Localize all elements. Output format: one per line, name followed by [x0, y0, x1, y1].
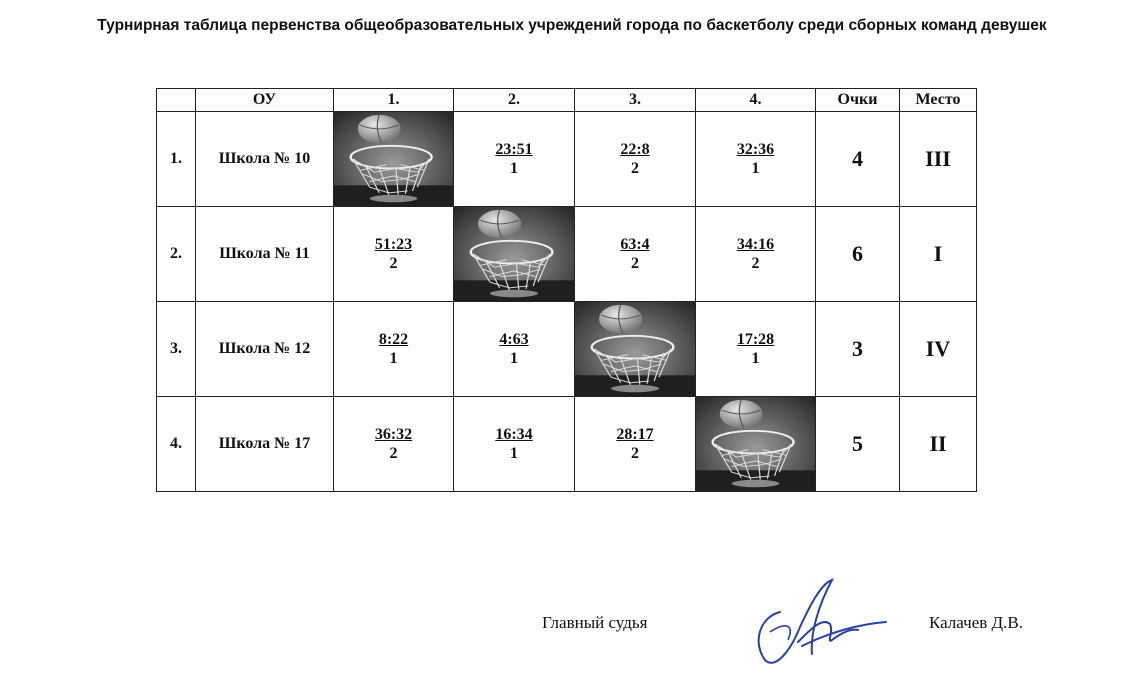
result-cell — [575, 397, 696, 492]
header-row — [157, 89, 977, 112]
total-points: 6 — [816, 207, 900, 302]
header-cell-place: Место — [900, 89, 977, 112]
signature-icon — [740, 572, 890, 672]
match-points: 2 — [631, 160, 639, 177]
header-cell-team-3: 3. — [575, 89, 696, 112]
result-cell — [575, 207, 696, 302]
basketball-hoop-photo-icon — [575, 302, 696, 397]
match-points: 2 — [631, 445, 639, 462]
header-cell-points: Очки — [816, 89, 900, 112]
school-name: Школа № 10 — [196, 112, 334, 207]
basketball-hoop-photo-icon — [334, 112, 454, 207]
school-name: Школа № 11 — [196, 207, 334, 302]
document-title: Турнирная таблица первенства общеобразовательных учреждений города по баскетболу среди сборных команд девушек — [97, 17, 1047, 34]
judge-label: Главный судья — [542, 613, 648, 632]
place: I — [900, 207, 977, 302]
match-score: 4:63 — [499, 331, 529, 348]
result-cell — [334, 397, 454, 492]
row-number: 2. — [157, 207, 196, 302]
total-points: 3 — [816, 302, 900, 397]
match-score: 63:4 — [620, 236, 650, 253]
total-points: 5 — [816, 397, 900, 492]
result-cell — [454, 112, 575, 207]
basketball-hoop-photo-icon — [454, 207, 575, 302]
match-points: 2 — [631, 255, 639, 272]
match-points: 2 — [751, 255, 760, 272]
match-score: 22:8 — [620, 141, 650, 158]
place: IV — [900, 302, 977, 397]
table-row — [157, 302, 977, 397]
total-points: 4 — [816, 112, 900, 207]
match-score: 34:16 — [736, 236, 775, 253]
result-cell — [454, 397, 575, 492]
match-score: 23:51 — [495, 141, 533, 158]
match-score: 17:28 — [736, 331, 775, 348]
header-cell-team-4: 4. — [696, 89, 816, 112]
match-points: 2 — [389, 445, 398, 462]
header-cell-team-1: 1. — [334, 89, 454, 112]
result-cell — [575, 112, 696, 207]
match-points: 1 — [510, 160, 518, 177]
match-points: 2 — [389, 255, 398, 272]
result-cell — [334, 302, 454, 397]
result-cell — [696, 302, 816, 397]
match-points: 1 — [751, 350, 760, 367]
match-score: 32:36 — [736, 141, 775, 158]
row-number: 1. — [157, 112, 196, 207]
result-cell — [334, 207, 454, 302]
match-score: 16:34 — [495, 426, 533, 443]
header-cell — [157, 89, 196, 112]
place: III — [900, 112, 977, 207]
table-row — [157, 112, 977, 207]
tournament-table — [156, 88, 977, 492]
match-score: 51:23 — [374, 236, 413, 253]
place: II — [900, 397, 977, 492]
result-cell — [696, 112, 816, 207]
match-points: 1 — [751, 160, 760, 177]
row-number: 3. — [157, 302, 196, 397]
basketball-hoop-photo-icon — [696, 397, 816, 492]
header-cell-school: ОУ — [196, 89, 334, 112]
match-score: 8:22 — [378, 331, 409, 348]
result-cell — [454, 302, 575, 397]
match-points: 1 — [510, 445, 518, 462]
judge-name: Калачев Д.В. — [929, 613, 1023, 632]
header-cell-team-2: 2. — [454, 89, 575, 112]
match-points: 1 — [389, 350, 398, 367]
match-score: 36:32 — [374, 426, 413, 443]
match-points: 1 — [510, 350, 518, 367]
table-row — [157, 207, 977, 302]
match-score: 28:17 — [616, 426, 654, 443]
result-cell — [696, 207, 816, 302]
school-name: Школа № 12 — [196, 302, 334, 397]
school-name: Школа № 17 — [196, 397, 334, 492]
table-row — [157, 397, 977, 492]
row-number: 4. — [157, 397, 196, 492]
